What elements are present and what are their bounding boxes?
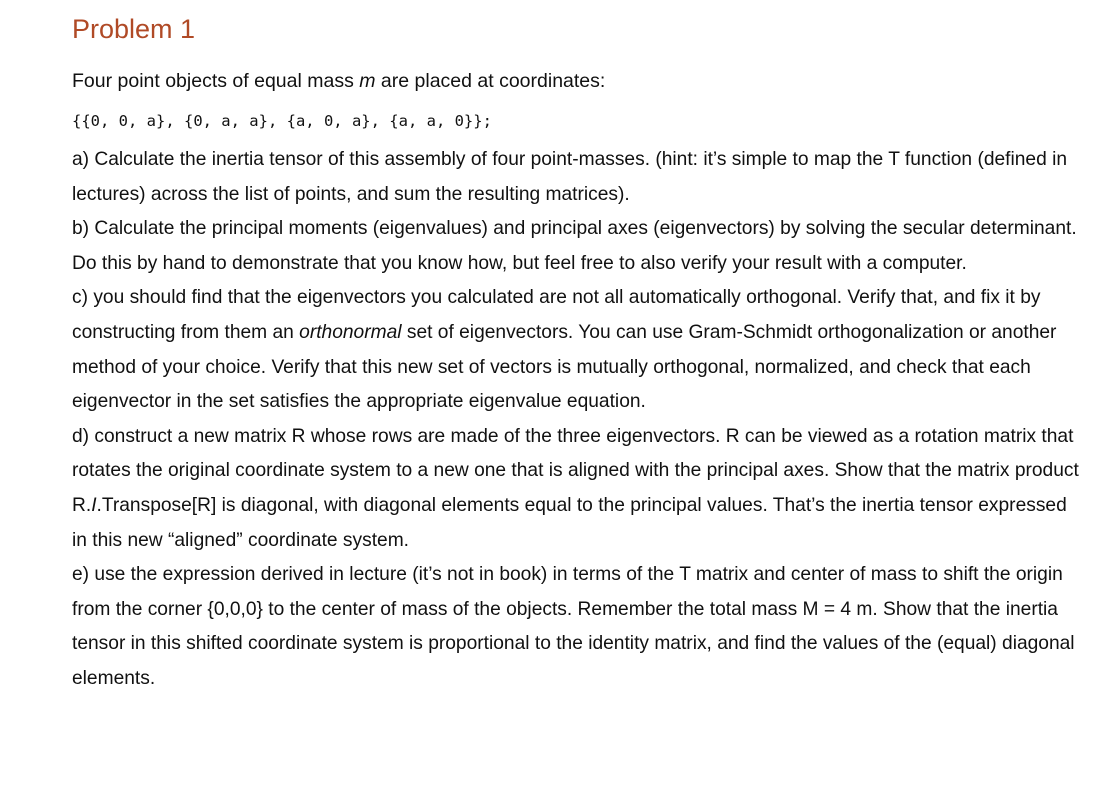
part-c-text-before: c) you should find that the eigenvectors you calculated are not all automatically orthogonal. Verify that, and fix it by constructing from them an — [72, 287, 1041, 343]
mass-symbol: m — [359, 70, 376, 92]
intro-text-before: Four point objects of equal mass — [72, 70, 360, 92]
part-e: e) use the expression derived in lecture (it’s not in book) in terms of the T matrix and center of mass to shift the origin from the corner {0,0,0} to the center of mass of the objects. Remember the total mass M = 4 m. Show that the inertia tensor in this shifted coordinate system is proportional to the identity matrix, and find the values of the (equal) diagonal elements. — [72, 564, 1075, 689]
inertia-tensor-symbol: I — [91, 494, 97, 516]
problem-page — [72, 0, 1082, 697]
part-d-text-before: d) construct a new matrix R whose rows are made of the three eigenvectors. R can be viewed as a rotation matrix that rotates the original coordinate system to a new one that is aligned with the principal axes. Show that the matrix product R. — [72, 425, 1079, 516]
part-a: a) Calculate the inertia tensor of this assembly of four point-masses. (hint: it’s simple to map the T function (defined in lectures) across the list of points, and sum the resulting matrices). — [72, 149, 1068, 205]
intro-text-after: are placed at coordinates: — [375, 70, 606, 92]
part-c-text-after: set of eigenvectors. You can use Gram-Schmidt orthogonalization or another method of your choice. Verify that this new set of vectors is mutually orthogonal, normalized, and check that each eigenvector in the set satisfies the appropriate eigenvalue equation. — [72, 321, 1057, 413]
part-c — [72, 281, 1082, 419]
problem-title: Problem 1 — [72, 14, 196, 44]
part-c-emphasis: orthonormal — [299, 321, 402, 343]
problem-intro — [72, 67, 1082, 95]
part-b: b) Calculate the principal moments (eigenvalues) and principal axes (eigenvectors) by solving the secular determinant. Do this by hand to demonstrate that you know how, but feel free to also verify your result with a computer. — [72, 218, 1077, 274]
part-d-text-after: .Transpose[R] is diagonal, with diagonal elements equal to the principal values. That’s the inertia tensor expressed in this new “aligned” coordinate system. — [72, 494, 1067, 551]
problem-parts — [72, 143, 1082, 697]
part-d — [72, 420, 1082, 558]
coordinates-code: {{0, 0, a}, {0, a, a}, {a, 0, a}, {a, a, 0}}; — [72, 112, 492, 130]
